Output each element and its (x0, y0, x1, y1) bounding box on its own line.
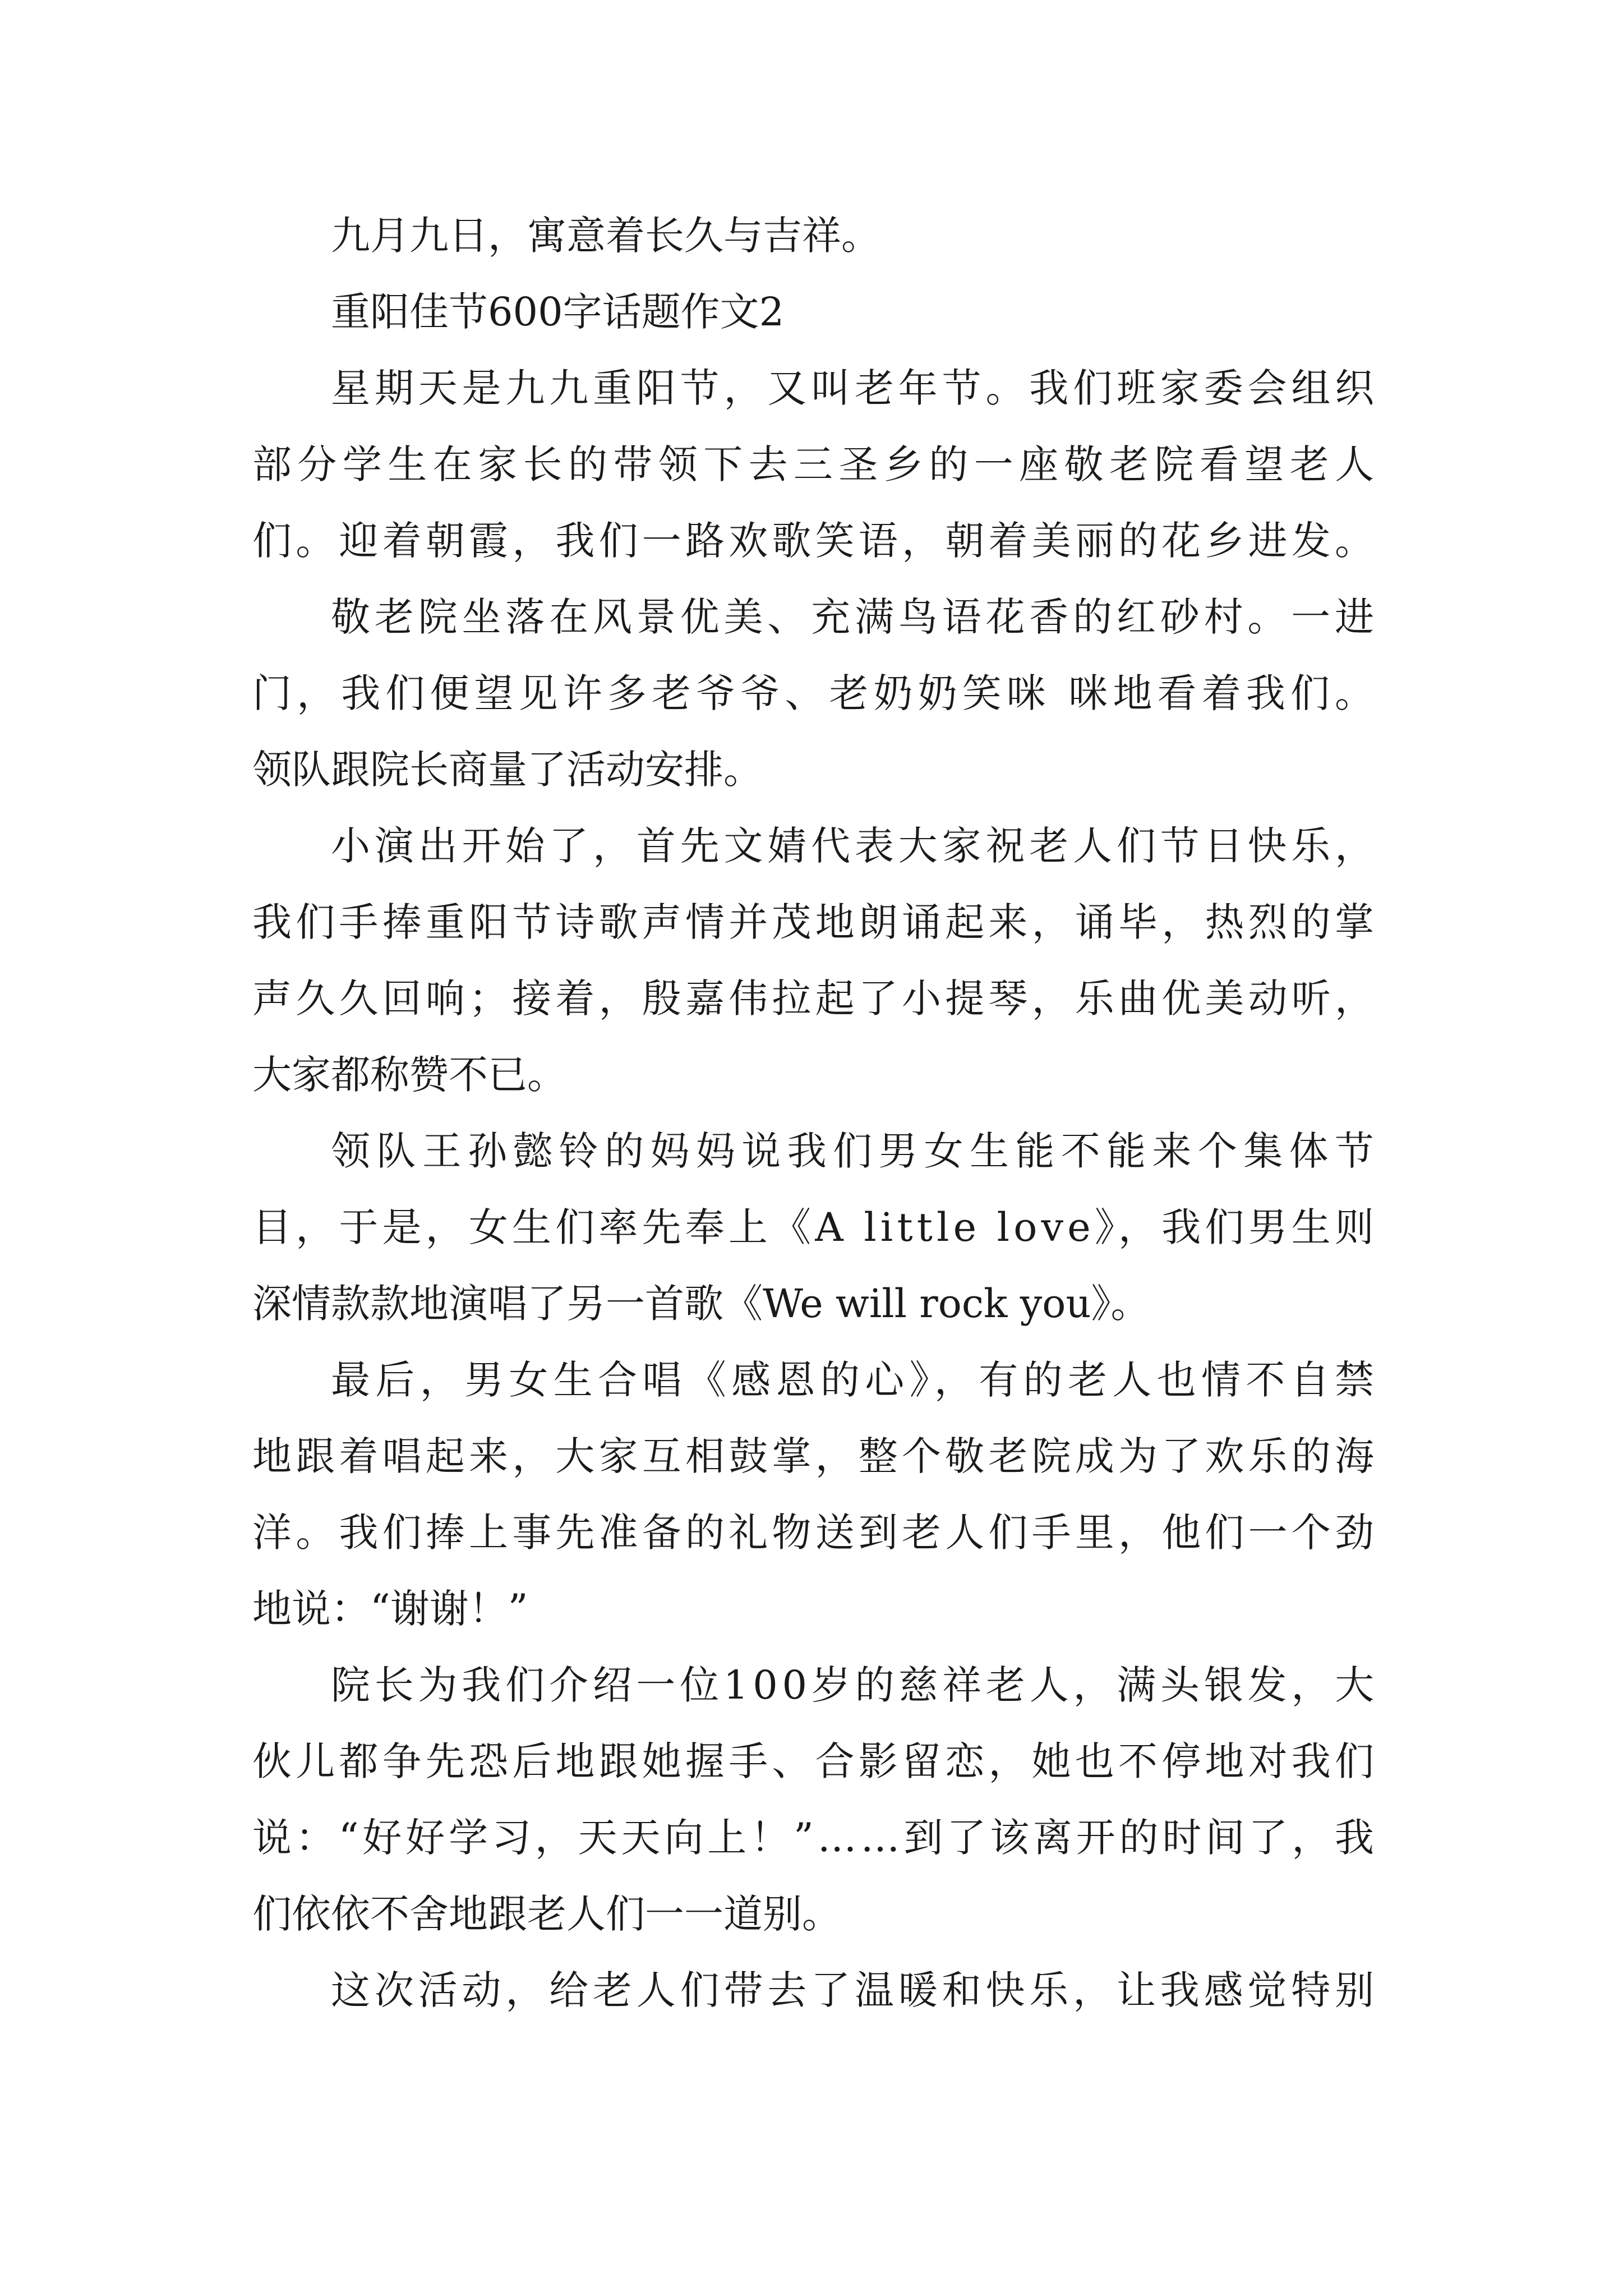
text-line: 最后，男女生合唱《感恩的心》，有的老人也情不自禁 (331, 1357, 1380, 1403)
text-line: 洋。我们捧上事先准备的礼物送到老人们手里，他们一个劲 (252, 1510, 1378, 1556)
text-line: 院长为我们介绍一位100岁的慈祥老人，满头银发，大 (331, 1662, 1378, 1708)
text-line: 重阳佳节600字话题作文2 (331, 289, 785, 335)
text-line: 部分学生在家长的带领下去三圣乡的一座敬老院看望老人 (252, 441, 1380, 487)
text-line: 门，我们便望见许多老爷爷、老奶奶笑咪 咪地看着我们。 (252, 670, 1380, 716)
text-line: 这次活动，给老人们带去了温暖和快乐，让我感觉特别 (331, 1967, 1378, 2013)
text-line: 领队王孙懿铃的妈妈说我们男女生能不能来个集体节 (331, 1128, 1381, 1174)
text-line: 敬老院坐落在风景优美、充满鸟语花香的红砂村。一进 (331, 594, 1378, 640)
text-line: 大家都称赞不已。 (252, 1052, 566, 1098)
text-line: 们。迎着朝霞，我们一路欢歌笑语，朝着美丽的花乡进发。 (252, 518, 1378, 564)
text-line: 伙儿都争先恐后地跟她握手、合影留恋，她也不停地对我们 (252, 1738, 1378, 1784)
text-line: 九月九日，寓意着长久与吉祥。 (331, 213, 880, 259)
text-line: 们依依不舍地跟老人们一一道别。 (252, 1891, 841, 1937)
text-line: 说：“好好学习，天天向上！”……到了该离开的时间了，我 (252, 1815, 1378, 1861)
text-line: 地说：“谢谢！” (252, 1586, 528, 1632)
text-line: 星期天是九九重阳节，又叫老年节。我们班家委会组织 (331, 365, 1378, 411)
text-line: 领队跟院长商量了活动安排。 (252, 747, 763, 793)
text-line: 深情款款地演唱了另一首歌《We will rock you》。 (252, 1281, 1150, 1327)
text-line: 小演出开始了，首先文婧代表大家祝老人们节日快乐， (331, 823, 1378, 869)
text-line: 目，于是，女生们率先奉上《A little love》，我们男生则 (252, 1204, 1378, 1250)
text-line: 地跟着唱起来，大家互相鼓掌，整个敬老院成为了欢乐的海 (252, 1433, 1378, 1479)
text-line: 声久久回响；接着，殷嘉伟拉起了小提琴，乐曲优美动听， (252, 976, 1378, 1022)
text-line: 我们手捧重阳节诗歌声情并茂地朗诵起来，诵毕，热烈的掌 (252, 899, 1378, 945)
document-body (252, 197, 1381, 2028)
